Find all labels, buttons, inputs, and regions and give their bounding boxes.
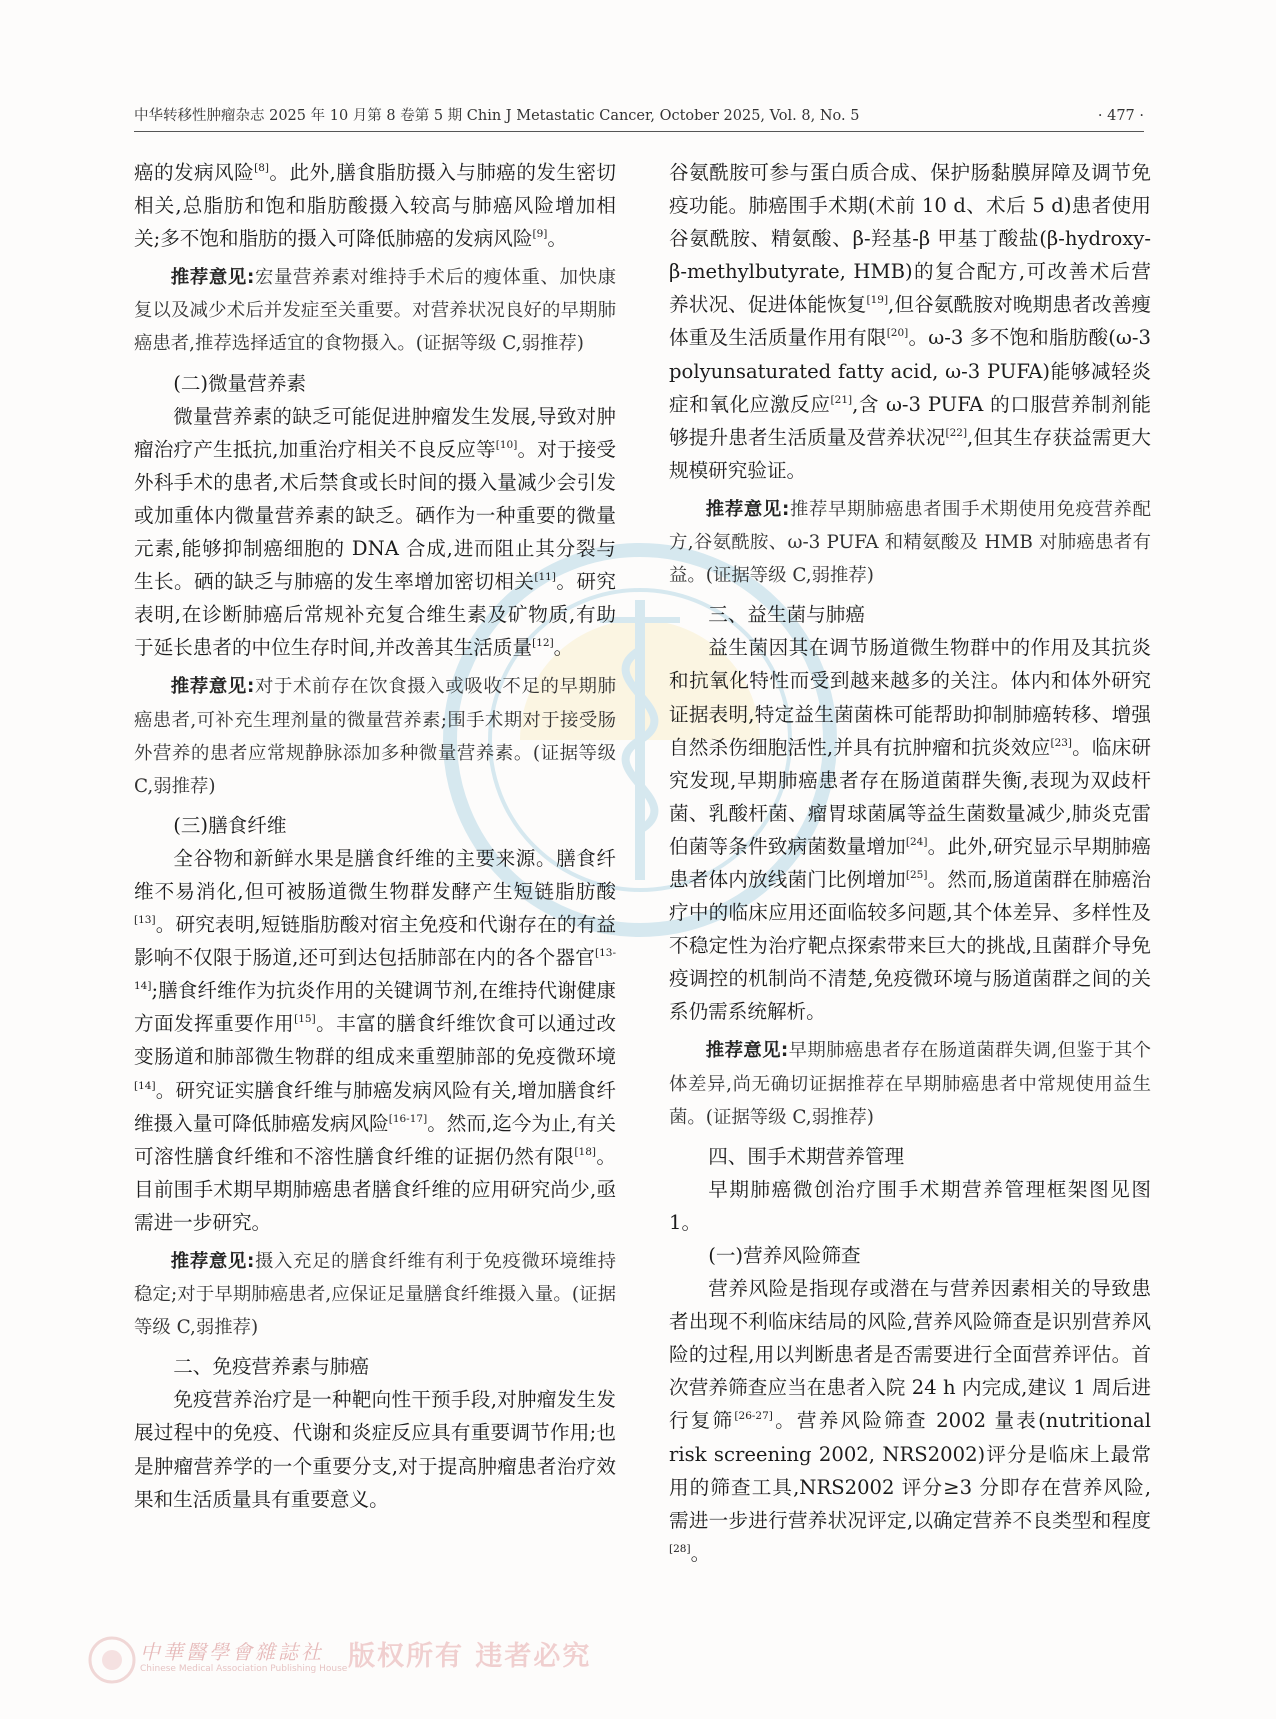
publisher-name: 中華醫學會雜誌社	[140, 1640, 324, 1664]
citation-ref: [8]	[254, 162, 269, 174]
citation-ref: [28]	[669, 1542, 691, 1555]
publisher-name-en: Chinese Medical Association Publishing House	[140, 1664, 348, 1674]
text-run: 。	[553, 636, 574, 660]
recommendation	[669, 493, 1151, 592]
text-run: (二)微量营养素	[173, 371, 307, 395]
citation-ref: [19]	[866, 294, 889, 307]
citation-ref: [10]	[495, 438, 518, 451]
recommendation-label: 推荐意见:	[705, 1040, 789, 1062]
citation-ref: [14]	[134, 1079, 156, 1092]
section-heading	[669, 598, 1151, 631]
right-column	[669, 156, 1151, 1570]
text-run: ;膳食纤维作为抗炎作用的关键调节剂,在维持代谢健康方面发挥重要作用	[134, 979, 616, 1036]
text-run: 。然而,肠道菌群在肺癌治疗中的临床应用还面临较多问题,其个体差异、多样性及不稳定性为治疗靶点探索带来巨大的挑战,且菌群介导免疫调控的机制尚不清楚,免疫微环境与肠道菌群之间的关系仍需系统解析。	[669, 867, 1152, 1024]
text-run: 。然而,迄今为止,有关可溶性膳食纤维和不溶性膳食纤维的证据仍然有限	[134, 1111, 616, 1168]
text-run: ,但其生存获益需更大规模研究验证。	[669, 425, 1152, 482]
citation-ref: [18]	[574, 1145, 596, 1158]
citation-ref: [11]	[534, 571, 556, 584]
header-rule	[134, 131, 1144, 132]
text-run: 益生菌因其在调节肠道微生物群中的作用及其抗炎和抗氧化特性而受到越来越多的关注。体内和体外研究证据表明,特定益生菌菌株可能帮助抑制肺癌转移、增强自然杀伤细胞活性,并具有抗肿瘤和抗炎效应	[669, 636, 1151, 759]
text-run: 早期肺癌微创治疗围手术期营养管理框架图见图 1。	[669, 1177, 1151, 1234]
text-run: 。此外,研究显示早期肺癌患者体内放线菌门比例增加	[669, 834, 1152, 891]
text-run: (一)营养风险筛查	[708, 1244, 861, 1267]
text-run: 癌的发病风险	[134, 161, 255, 184]
recommendation	[134, 1245, 616, 1344]
page-number: · 477 ·	[1097, 108, 1144, 124]
recommendation	[134, 261, 616, 360]
citation-ref: [12]	[532, 637, 554, 650]
text-run: 。目前围手术期早期肺癌患者膳食纤维的应用研究尚少,亟需进一步研究。	[134, 1144, 617, 1234]
recommendation	[669, 1034, 1151, 1133]
section-heading	[134, 809, 616, 842]
text-run: 早期肺癌患者存在肠道菌群失调,但鉴于其个体差异,尚无确切证据推荐在早期肺癌患者中常规使用益生菌。(证据等级 C,弱推荐)	[669, 1040, 1151, 1128]
body-paragraph	[134, 1383, 616, 1515]
section-heading	[669, 1140, 1151, 1173]
recommendation-label: 推荐意见:	[170, 267, 255, 289]
running-header	[134, 104, 1144, 125]
body-paragraph	[134, 842, 616, 1239]
text-run: 谷氨酰胺可参与蛋白质合成、保护肠黏膜屏障及调节免疫功能。肺癌围手术期(术前 10 d、术后 5 d)患者使用谷氨酰胺、精氨酸、β-羟基-β 甲基丁酸盐(β-hydroxy-β-methylbutyrate, HMB)的复合配方,可改善术后营养状况、促进体能恢复	[669, 161, 1151, 317]
section-heading	[134, 367, 616, 400]
journal-citation: 中华转移性肿瘤杂志 2025 年 10 月第 8 卷第 5 期 Chin J Metastatic Cancer, October 2025, Vol. 8, No. 5	[134, 108, 860, 124]
text-run: 。研究表明,在诊断肺癌后常规补充复合维生素及矿物质,有助于延长患者的中位生存时间,并改善其生活质量	[134, 570, 617, 660]
text-run: ,但谷氨酰胺对晚期患者改善瘦体重及生活质量作用有限	[669, 293, 1151, 350]
text-run: 营养风险是指现存或潜在与营养因素相关的导致患者出现不利临床结局的风险,营养风险筛查是识别营养风险的过程,用以判断患者是否需要进行全面营养评估。首次营养筛查应当在患者入院 24 h 内完成,建议 1 周后进行复筛	[669, 1277, 1151, 1433]
text-run: 摄入充足的膳食纤维有利于免疫微环境维持稳定;对于早期肺癌患者,应保证足量膳食纤维摄入量。(证据等级 C,弱推荐)	[134, 1251, 616, 1339]
citation-ref: [26-27]	[734, 1410, 773, 1423]
citation-ref: [22]	[945, 426, 968, 439]
text-run: 。	[690, 1541, 711, 1565]
body-paragraph	[669, 631, 1151, 1028]
text-run: 。	[547, 227, 567, 251]
text-run: 三、益生菌与肺癌	[708, 603, 865, 627]
text-run: 。丰富的膳食纤维饮食可以通过改变肠道和肺部微生物群的组成来重塑肺部的免疫微环境	[134, 1012, 617, 1069]
text-run: 。此外,膳食脂肪摄入与肺癌的发生密切相关,总脂肪和饱和脂肪酸摄入较高与肺癌风险增加相关;多不饱和脂肪的摄入可降低肺癌的发病风险	[134, 161, 616, 251]
body-paragraph	[669, 156, 1151, 487]
body-paragraph	[669, 1272, 1151, 1570]
recommendation-label: 推荐意见:	[170, 1251, 255, 1272]
citation-ref: [16-17]	[388, 1112, 428, 1125]
section-heading	[669, 1239, 1151, 1272]
recommendation-label: 推荐意见:	[705, 498, 790, 520]
text-run: 宏量营养素对维持手术后的瘦体重、加快康复以及减少术后并发症至关重要。对营养状况良好的早期肺癌患者,推荐选择适宜的食物摄入。(证据等级 C,弱推荐)	[134, 267, 616, 355]
left-column	[134, 156, 616, 1516]
citation-ref: [20]	[886, 327, 909, 340]
text-run: 。研究证实膳食纤维与肺癌发病风险有关,增加膳食纤维摄入量可降低肺癌发病风险	[134, 1078, 616, 1135]
body-paragraph	[134, 400, 616, 665]
text-run: 推荐早期肺癌患者围手术期使用免疫营养配方,谷氨酰胺、ω-3 PUFA 和精氨酸及 HMB 对肺癌患者有益。(证据等级 C,弱推荐)	[669, 498, 1151, 587]
recommendation	[134, 670, 616, 802]
text-run: 免疫营养治疗是一种靶向性干预手段,对肿瘤发生发展过程中的免疫、代谢和炎症反应具有重要调节作用;也是肿瘤营养学的一个重要分支,对于提高肿瘤患者治疗效果和生活质量具有重要意义。	[134, 1388, 616, 1511]
text-run: 。研究表明,短链脂肪酸对宿主免疫和代谢存在的有益影响不仅限于肠道,还可到达包括肺部在内的各个器官	[134, 913, 616, 970]
text-run: 。对于接受外科手术的患者,术后禁食或长时间的摄入量减少会引发或加重体内微量营养素的缺乏。硒作为一种重要的微量元素,能够抑制癌细胞的 DNA 合成,进而阻止其分裂与生长。硒的缺乏与肺癌的发生率增加密切相关	[134, 437, 617, 594]
text-run: 对于术前存在饮食摄入或吸收不足的早期肺癌患者,可补充生理剂量的微量营养素;围手术期对于接受肠外营养的患者应常规静脉添加多种微量营养素。(证据等级 C,弱推荐)	[134, 676, 616, 797]
text-run: 全谷物和新鲜水果是膳食纤维的主要来源。膳食纤维不易消化,但可被肠道微生物群发酵产生短链脂肪酸	[134, 846, 616, 903]
text-run: 。临床研究发现,早期肺癌患者存在肠道菌群失衡,表现为双歧杆菌、乳酸杆菌、瘤胃球菌属等益生菌数量减少,肺炎克雷伯菌等条件致病菌数量增加	[669, 735, 1151, 858]
citation-ref: [23]	[1050, 736, 1073, 749]
body-paragraph	[134, 156, 616, 255]
text-run: 。营养风险筛查 2002 量表(nutritional risk screening 2002, NRS2002)评分是临床上最常用的筛查工具,NRS2002 评分≥3 分即存在营养风险,需进一步进行营养状况评定,以确定营养不良类型和程度	[669, 1409, 1151, 1532]
section-heading	[134, 1350, 616, 1383]
citation-ref: [21]	[830, 393, 853, 406]
text-run: 四、围手术期营养管理	[708, 1144, 905, 1168]
text-run: 微量营养素的缺乏可能促进肿瘤发生发展,导致对肿瘤治疗产生抵抗,加重治疗相关不良反应等	[134, 404, 616, 461]
text-run: 二、免疫营养素与肺癌	[173, 1355, 370, 1379]
body-paragraph	[669, 1173, 1151, 1239]
citation-ref: [13-14]	[134, 947, 616, 993]
text-run: 。ω-3 多不饱和脂肪酸(ω-3 polyunsaturated fatty acid, ω-3 PUFA)能够减轻炎症和氧化应激反应	[669, 326, 1151, 416]
citation-ref: [25]	[905, 868, 928, 881]
citation-ref: [9]	[532, 228, 548, 241]
recommendation-label: 推荐意见:	[170, 676, 255, 698]
copyright-notice: 版权所有 违者必究	[348, 1641, 592, 1672]
citation-ref: [24]	[905, 835, 928, 848]
citation-ref: [15]	[294, 1013, 316, 1026]
text-run: (三)膳食纤维	[173, 813, 287, 837]
text-run: ,含 ω-3 PUFA 的口服营养制剂能够提升患者生活质量及营养状况	[669, 392, 1152, 449]
citation-ref: [13]	[134, 914, 156, 927]
